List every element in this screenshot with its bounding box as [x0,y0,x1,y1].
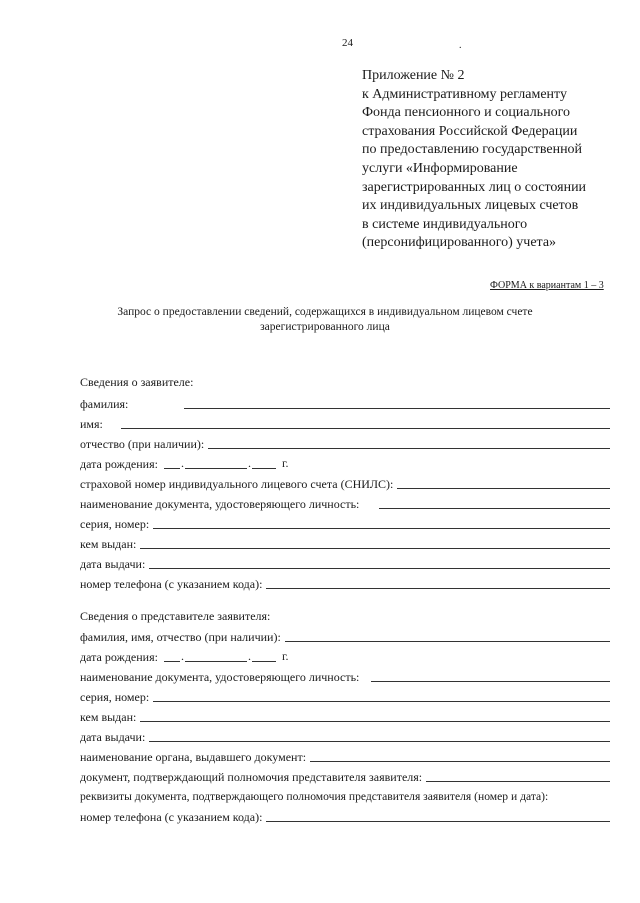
field-label: номер телефона (с указанием кода): [80,577,263,591]
representative-issued-by-field[interactable] [80,709,610,724]
day-blank[interactable] [164,661,180,662]
field-label: номер телефона (с указанием кода): [80,810,263,824]
fill-line[interactable] [310,761,610,762]
fill-line[interactable] [140,721,610,722]
representative-fullname-field[interactable] [80,629,610,644]
fill-line[interactable] [153,528,610,529]
fill-line[interactable] [285,641,610,642]
fill-line[interactable] [153,701,610,702]
field-label: имя: [80,417,103,431]
applicant-phone-field[interactable] [80,576,610,591]
date-blank[interactable]: . . г. [164,456,289,471]
applicant-patronymic-field[interactable] [80,436,610,451]
applicant-issued-by-field[interactable] [80,536,610,551]
field-label: наименование документа, удостоверяющего личность: [80,497,360,511]
year-blank[interactable] [252,468,276,469]
appendix-line: (персонифицированного) учета» [362,235,557,251]
representative-heading: Сведения о представителе заявителя: [80,609,271,623]
applicant-surname-field[interactable] [80,396,610,411]
appendix-line: зарегистрированных лиц о состоянии [362,179,587,195]
fill-line[interactable] [397,488,610,489]
appendix-line: в системе индивидуального [362,216,528,232]
year-blank[interactable] [252,661,276,662]
appendix-line: к Административному регламенту [362,86,567,102]
stray-dot: . [459,40,462,51]
fill-line[interactable] [149,568,610,569]
fill-line[interactable] [184,408,610,409]
date-blank[interactable]: . . г. [164,649,289,664]
field-label: дата рождения: [80,650,158,664]
page-number: 24 [342,37,353,49]
field-label: дата выдачи: [80,730,146,744]
field-label: серия, номер: [80,690,150,704]
applicant-birthdate-field[interactable] [80,456,610,471]
field-label: наименование органа, выдавшего документ: [80,750,307,764]
field-label: страховой номер индивидуального лицевого счета (СНИЛС): [80,477,394,491]
applicant-name-field[interactable] [80,416,610,431]
request-title: Запрос о предоставлении сведений, содержащихся в индивидуальном лицевом счете зарегистрированного лица [117,306,533,333]
representative-birthdate-field[interactable] [80,649,610,664]
field-label: реквизиты документа, подтверждающего полномочия представителя заявителя (номер и дата): [80,790,549,803]
appendix-line: услуги «Информирование [362,160,518,176]
fill-line[interactable] [266,821,610,822]
field-label: серия, номер: [80,517,150,531]
day-blank[interactable] [164,468,180,469]
fill-line[interactable] [426,781,610,782]
appendix-line: их индивидуальных лицевых счетов [362,198,579,214]
field-label: дата выдачи: [80,557,146,571]
representative-authority-details-field[interactable] [80,789,610,804]
applicant-snils-field[interactable] [80,476,610,491]
field-label: отчество (при наличии): [80,437,205,451]
field-label: фамилия: [80,397,129,411]
field-label: дата рождения: [80,457,158,471]
fill-line[interactable] [266,588,610,589]
fill-line[interactable] [379,508,610,509]
applicant-heading: Сведения о заявителе: [80,375,194,389]
appendix-header [362,67,612,253]
appendix-line: страхования Российской Федерации [362,123,578,139]
fill-line[interactable] [121,428,610,429]
month-blank[interactable] [185,468,247,469]
applicant-id-document-field[interactable] [80,496,610,511]
representative-phone-field[interactable] [80,809,610,824]
year-suffix: г. [281,649,289,663]
fill-line[interactable] [149,741,610,742]
form-variant-label: ФОРМА к вариантам 1 – 3 [490,280,604,291]
representative-series-number-field[interactable] [80,689,610,704]
applicant-issue-date-field[interactable] [80,556,610,571]
field-label: наименование документа, удостоверяющего личность: [80,670,360,684]
applicant-series-number-field[interactable] [80,516,610,531]
representative-issue-date-field[interactable] [80,729,610,744]
fill-line[interactable] [140,548,610,549]
appendix-line: Приложение № 2 [362,68,465,83]
fill-line[interactable] [371,681,610,682]
representative-authority-document-field[interactable] [80,769,610,784]
field-label: кем выдан: [80,537,137,551]
month-blank[interactable] [185,661,247,662]
field-label: документ, подтверждающий полномочия представителя заявителя: [80,770,423,784]
representative-issuing-authority-field[interactable] [80,749,610,764]
field-label: фамилия, имя, отчество (при наличии): [80,630,281,644]
appendix-line: по предоставлению государственной [362,142,583,158]
appendix-line: Фонда пенсионного и социального [362,105,570,121]
year-suffix: г. [281,456,289,470]
fill-line[interactable] [208,448,610,449]
representative-id-document-field[interactable] [80,669,610,684]
field-label: кем выдан: [80,710,137,724]
